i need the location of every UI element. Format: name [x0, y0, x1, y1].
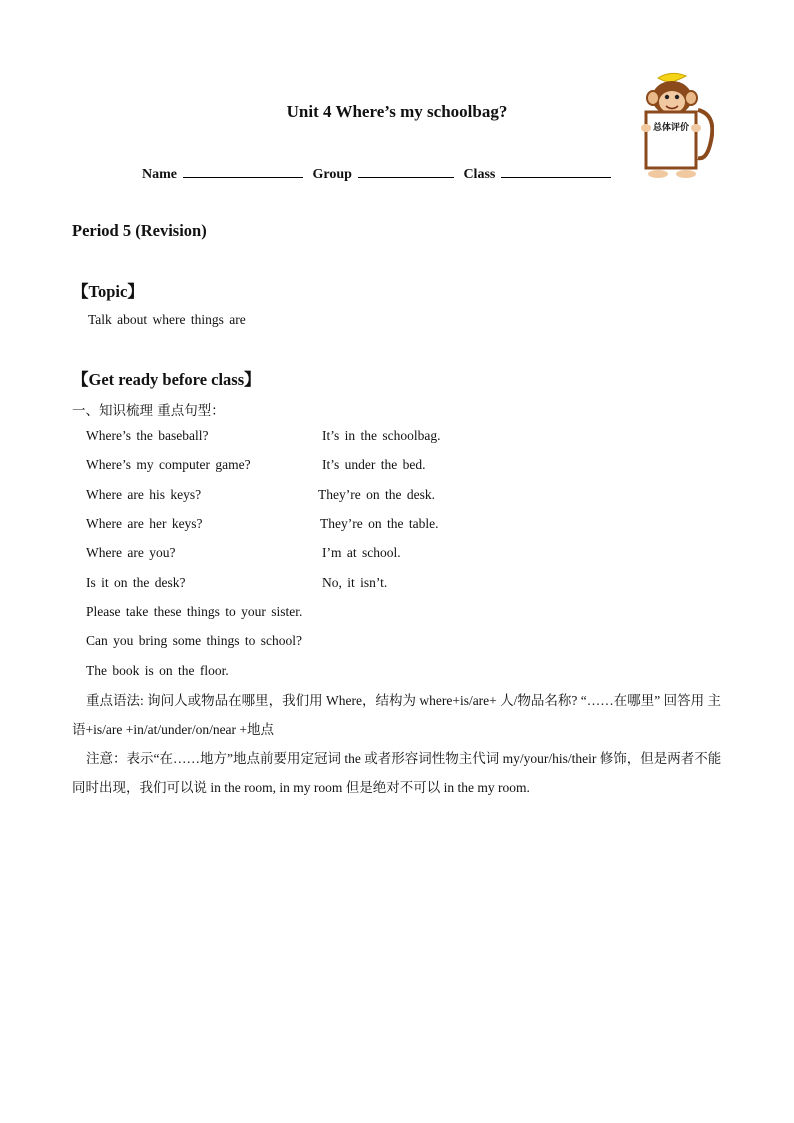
group-label: Group: [312, 167, 352, 182]
monkey-mascot-image: [628, 70, 714, 182]
grammar-note: 重点语法: 询问人或物品在哪里，我们用 Where，结构为 where+is/are+ 人/物品名称? “……在哪里” 回答用 主语+is/are +in/at/under/on/near +地点: [72, 693, 722, 737]
question-4: Where are her keys?: [86, 516, 203, 531]
evaluation-badge-text: 总体评价: [652, 123, 690, 133]
sentence-1: Please take these things to your sister.: [86, 604, 303, 619]
get-ready-heading: 【Get ready before class】: [72, 370, 261, 389]
question-6: Is it on the desk?: [86, 575, 186, 590]
question-5: Where are you?: [86, 545, 176, 560]
sentence-2: Can you bring some things to school?: [86, 633, 302, 648]
sentence-3: The book is on the floor.: [86, 663, 229, 678]
period-heading: Period 5 (Revision): [72, 221, 207, 240]
usage-note: 注意：表示“在……地方”地点前要用定冠词 the 或者形容词性物主代词 my/your/his/their 修饰，但是两者不能同时出现，我们可以说 in the room, in my room 但是绝对不可以 in the my room.: [72, 751, 722, 795]
answer-4: They’re on the table.: [320, 516, 439, 531]
answer-3: They’re on the desk.: [318, 487, 435, 502]
answer-2: It’s under the bed.: [322, 457, 426, 472]
name-label: Name: [142, 167, 177, 182]
question-2: Where’s my computer game?: [86, 457, 251, 472]
name-blank[interactable]: [183, 163, 303, 178]
group-blank[interactable]: [358, 163, 454, 178]
topic-heading: 【Topic】: [72, 282, 144, 301]
topic-text: Talk about where things are: [88, 312, 246, 327]
question-3: Where are his keys?: [86, 487, 202, 502]
answer-6: No, it isn’t.: [322, 575, 388, 590]
question-1: Where’s the baseball?: [86, 428, 209, 443]
answer-1: It’s in the schoolbag.: [322, 428, 441, 443]
class-label: Class: [463, 167, 496, 182]
student-info-row: [142, 163, 617, 183]
section-1-heading: 一、知识梳理 重点句型：: [72, 403, 225, 419]
class-blank[interactable]: [501, 163, 611, 178]
page-title: Unit 4 Where’s my schoolbag?: [286, 102, 508, 121]
answer-5: I’m at school.: [322, 545, 401, 560]
